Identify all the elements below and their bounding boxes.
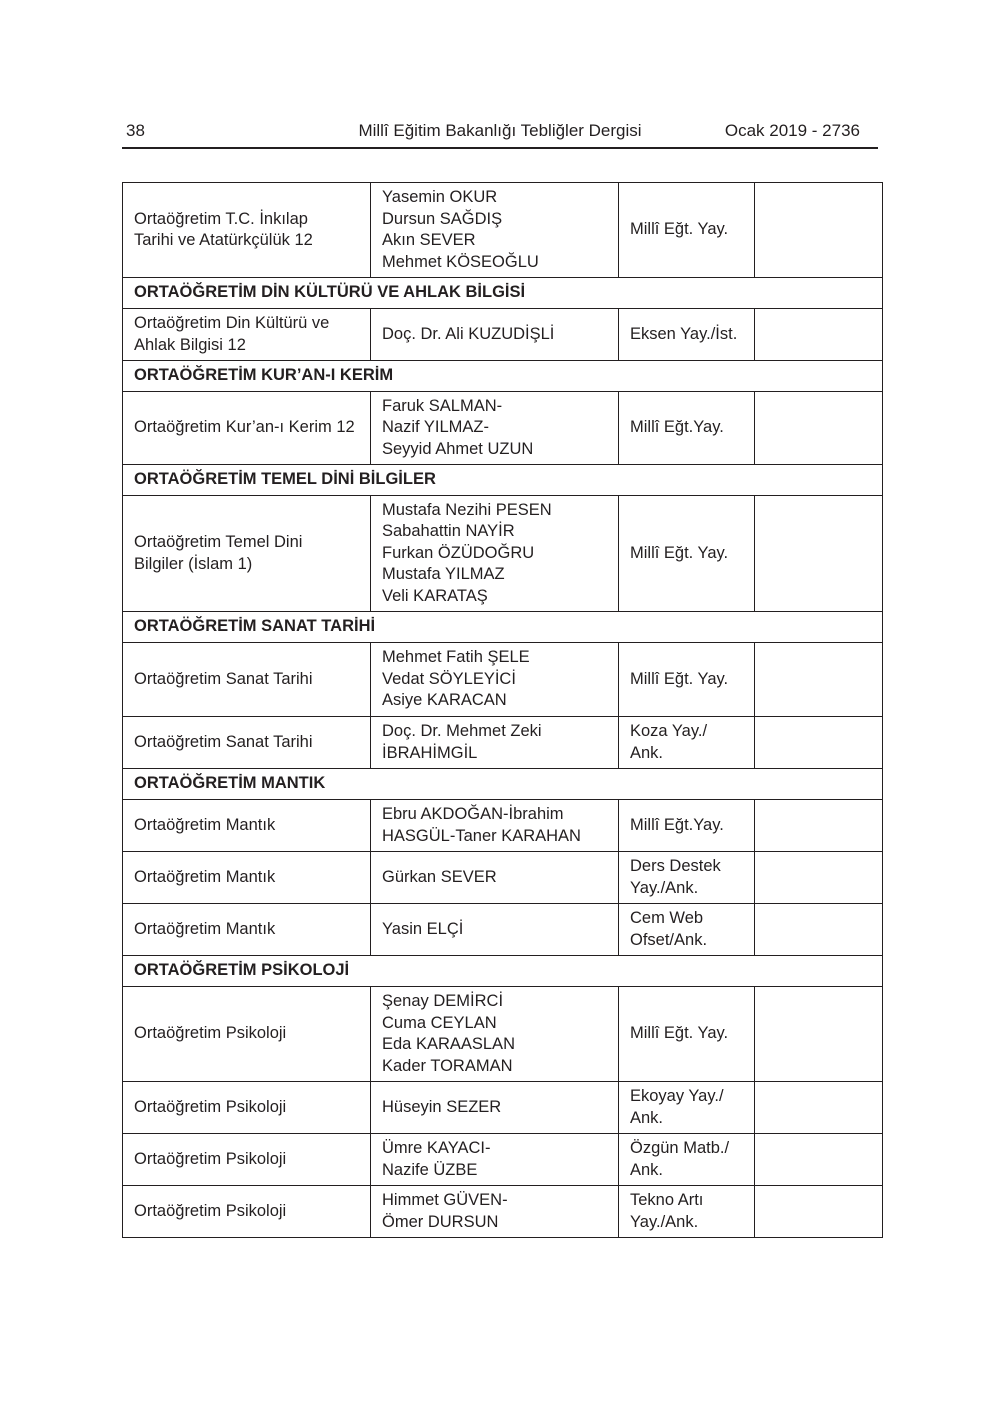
- book-title-line: Tarihi ve Atatürkçülük 12: [134, 231, 313, 249]
- empty-cell: [755, 392, 883, 465]
- section-title: ORTAÖĞRETİM SANAT TARİHİ: [123, 612, 883, 643]
- authors-cell: [371, 1186, 619, 1238]
- authors-line: Asiye KARACAN: [382, 691, 507, 710]
- authors-line: Nazife ÜZBE: [382, 1160, 478, 1179]
- book-title-line: Ortaöğretim Mantık: [134, 815, 276, 834]
- authors-cell: [371, 717, 619, 769]
- book-title-line: Ortaöğretim Temel Dini: [134, 533, 303, 551]
- authors-line: Veli KARATAŞ: [382, 586, 488, 605]
- page-header: [122, 118, 878, 149]
- authors-line: Hüseyin SEZER: [382, 1097, 502, 1116]
- authors-line: Furkan ÖZÜDOĞRU: [382, 543, 535, 562]
- authors-cell: [371, 987, 619, 1082]
- publisher-cell: [619, 1134, 755, 1186]
- book-title-cell: [123, 800, 371, 852]
- authors-line: Yasin ELÇİ: [382, 919, 464, 938]
- table-row: [123, 309, 883, 361]
- table-row: [123, 987, 883, 1082]
- empty-cell: [755, 309, 883, 361]
- book-title-cell: [123, 496, 371, 612]
- publisher-line: Ekoyay Yay./: [630, 1087, 724, 1105]
- book-title-cell: [123, 717, 371, 769]
- book-title-line: Ortaöğretim Mantık: [134, 919, 276, 938]
- book-title-line: Ortaöğretim T.C. İnkılap: [134, 209, 308, 228]
- table-row: [123, 1186, 883, 1238]
- empty-cell: [755, 904, 883, 956]
- book-title-cell: [123, 852, 371, 904]
- book-title-line: Ortaöğretim Psikoloji: [134, 1097, 287, 1116]
- empty-cell: [755, 852, 883, 904]
- book-title-cell: [123, 1082, 371, 1134]
- authors-line: Doç. Dr. Mehmet Zeki: [382, 722, 542, 740]
- authors-cell: [371, 392, 619, 465]
- authors-line: Eda KARAASLAN: [382, 1035, 515, 1053]
- publisher-line: Tekno Artı: [630, 1191, 704, 1209]
- table-row: [123, 392, 883, 465]
- authors-line: Cuma CEYLAN: [382, 1013, 497, 1032]
- journal-title: Millî Eğitim Bakanlığı Tebliğler Dergisi: [358, 121, 642, 140]
- book-title-cell: [123, 183, 371, 278]
- publisher-line: Ofset/Ank.: [630, 930, 708, 949]
- publisher-line: Ank.: [630, 1108, 664, 1127]
- authors-line: İBRAHİMGİL: [382, 743, 478, 762]
- publisher-line: Millî Eğt.Yay.: [630, 815, 724, 834]
- authors-cell: [371, 496, 619, 612]
- section-row: [123, 278, 883, 309]
- publisher-line: Millî Eğt. Yay.: [630, 220, 729, 239]
- publisher-cell: [619, 852, 755, 904]
- book-title-line: Ortaöğretim Din Kültürü ve: [134, 314, 330, 332]
- table-row: [123, 852, 883, 904]
- publisher-line: Millî Eğt. Yay.: [630, 1024, 729, 1043]
- empty-cell: [755, 1134, 883, 1186]
- section-title: ORTAÖĞRETİM KUR’AN-I KERİM: [123, 361, 883, 392]
- book-title-line: Ortaöğretim Sanat Tarihi: [134, 669, 313, 688]
- authors-line: Doç. Dr. Ali KUZUDİŞLİ: [382, 324, 555, 343]
- issue-label: Ocak 2019 - 2736: [724, 121, 860, 140]
- authors-line: Gürkan SEVER: [382, 867, 497, 886]
- authors-line: Yasemin OKUR: [382, 188, 498, 206]
- empty-cell: [755, 643, 883, 717]
- table-row: [123, 1134, 883, 1186]
- table-row: [123, 1082, 883, 1134]
- book-title-line: Ortaöğretim Psikoloji: [134, 1149, 287, 1168]
- page-number: 38: [126, 121, 145, 140]
- publisher-cell: [619, 183, 755, 278]
- publisher-line: Koza Yay./: [630, 722, 708, 740]
- empty-cell: [755, 987, 883, 1082]
- authors-line: Ömer DURSUN: [382, 1212, 499, 1231]
- authors-line: Akın SEVER: [382, 231, 476, 249]
- publisher-line: Ders Destek: [630, 857, 721, 875]
- book-title-line: Ortaöğretim Psikoloji: [134, 1024, 287, 1043]
- empty-cell: [755, 496, 883, 612]
- authors-line: Mustafa YILMAZ: [382, 565, 505, 584]
- book-title-cell: [123, 1186, 371, 1238]
- publisher-cell: [619, 643, 755, 717]
- publisher-line: Millî Eğt.Yay.: [630, 418, 724, 437]
- publisher-line: Ank.: [630, 1160, 664, 1179]
- section-row: [123, 361, 883, 392]
- authors-cell: [371, 800, 619, 852]
- book-title-cell: [123, 643, 371, 717]
- section-row: [123, 956, 883, 987]
- authors-line: Mehmet KÖSEOĞLU: [382, 252, 539, 271]
- publisher-line: Yay./Ank.: [630, 878, 699, 897]
- publisher-line: Ank.: [630, 743, 664, 762]
- book-title-line: Ortaöğretim Sanat Tarihi: [134, 732, 313, 751]
- authors-line: Mustafa Nezihi PESEN: [382, 500, 552, 519]
- table-row: [123, 183, 883, 278]
- section-title: ORTAÖĞRETİM TEMEL DİNİ BİLGİLER: [123, 465, 883, 496]
- authors-line: Kader TORAMAN: [382, 1056, 513, 1075]
- publisher-cell: [619, 309, 755, 361]
- book-title-cell: [123, 1134, 371, 1186]
- publisher-cell: [619, 987, 755, 1082]
- publisher-line: Cem Web: [630, 909, 704, 927]
- authors-line: Şenay DEMİRCİ: [382, 992, 504, 1010]
- book-title-line: Ortaöğretim Kur’an-ı Kerim 12: [134, 418, 355, 437]
- authors-line: Seyyid Ahmet UZUN: [382, 439, 534, 458]
- book-title-cell: [123, 904, 371, 956]
- section-row: [123, 465, 883, 496]
- authors-cell: [371, 309, 619, 361]
- authors-line: Dursun SAĞDIŞ: [382, 209, 503, 228]
- authors-cell: [371, 1082, 619, 1134]
- authors-cell: [371, 643, 619, 717]
- authors-cell: [371, 904, 619, 956]
- section-row: [123, 769, 883, 800]
- book-title-cell: [123, 987, 371, 1082]
- publisher-cell: [619, 1186, 755, 1238]
- section-row: [123, 612, 883, 643]
- publisher-line: Özgün Matb./: [630, 1139, 730, 1157]
- book-title-line: Ortaöğretim Psikoloji: [134, 1201, 287, 1220]
- book-title-line: Ortaöğretim Mantık: [134, 867, 276, 886]
- publisher-line: Millî Eğt. Yay.: [630, 543, 729, 562]
- textbook-table: [122, 182, 883, 1238]
- section-title: ORTAÖĞRETİM DİN KÜLTÜRÜ VE AHLAK BİLGİSİ: [123, 278, 883, 309]
- authors-line: HASGÜL-Taner KARAHAN: [382, 826, 581, 845]
- publisher-cell: [619, 496, 755, 612]
- table-row: [123, 717, 883, 769]
- authors-line: Ümre KAYACI-: [382, 1139, 491, 1157]
- book-title-cell: [123, 309, 371, 361]
- authors-line: Ebru AKDOĞAN-İbrahim: [382, 805, 564, 823]
- authors-line: Nazif YILMAZ-: [382, 418, 489, 437]
- publisher-cell: [619, 904, 755, 956]
- table-row: [123, 904, 883, 956]
- book-title-cell: [123, 392, 371, 465]
- authors-line: Faruk SALMAN-: [382, 396, 503, 415]
- authors-cell: [371, 183, 619, 278]
- publisher-cell: [619, 392, 755, 465]
- publisher-cell: [619, 717, 755, 769]
- authors-cell: [371, 1134, 619, 1186]
- authors-cell: [371, 852, 619, 904]
- section-title: ORTAÖĞRETİM MANTIK: [123, 769, 883, 800]
- book-title-line: Ahlak Bilgisi 12: [134, 335, 246, 354]
- book-title-line: Bilgiler (İslam 1): [134, 554, 253, 573]
- publisher-line: Eksen Yay./İst.: [630, 324, 738, 343]
- table-row: [123, 800, 883, 852]
- section-title: ORTAÖĞRETİM PSİKOLOJİ: [123, 956, 883, 987]
- empty-cell: [755, 183, 883, 278]
- authors-line: Mehmet Fatih ŞELE: [382, 648, 530, 667]
- empty-cell: [755, 1082, 883, 1134]
- authors-line: Sabahattin NAYİR: [382, 522, 515, 541]
- authors-line: Himmet GÜVEN-: [382, 1191, 508, 1209]
- authors-line: Vedat SÖYLEYİCİ: [382, 669, 516, 688]
- empty-cell: [755, 1186, 883, 1238]
- empty-cell: [755, 800, 883, 852]
- publisher-cell: [619, 800, 755, 852]
- publisher-line: Yay./Ank.: [630, 1212, 699, 1231]
- table-row: [123, 643, 883, 717]
- empty-cell: [755, 717, 883, 769]
- publisher-line: Millî Eğt. Yay.: [630, 669, 729, 688]
- table-row: [123, 496, 883, 612]
- publisher-cell: [619, 1082, 755, 1134]
